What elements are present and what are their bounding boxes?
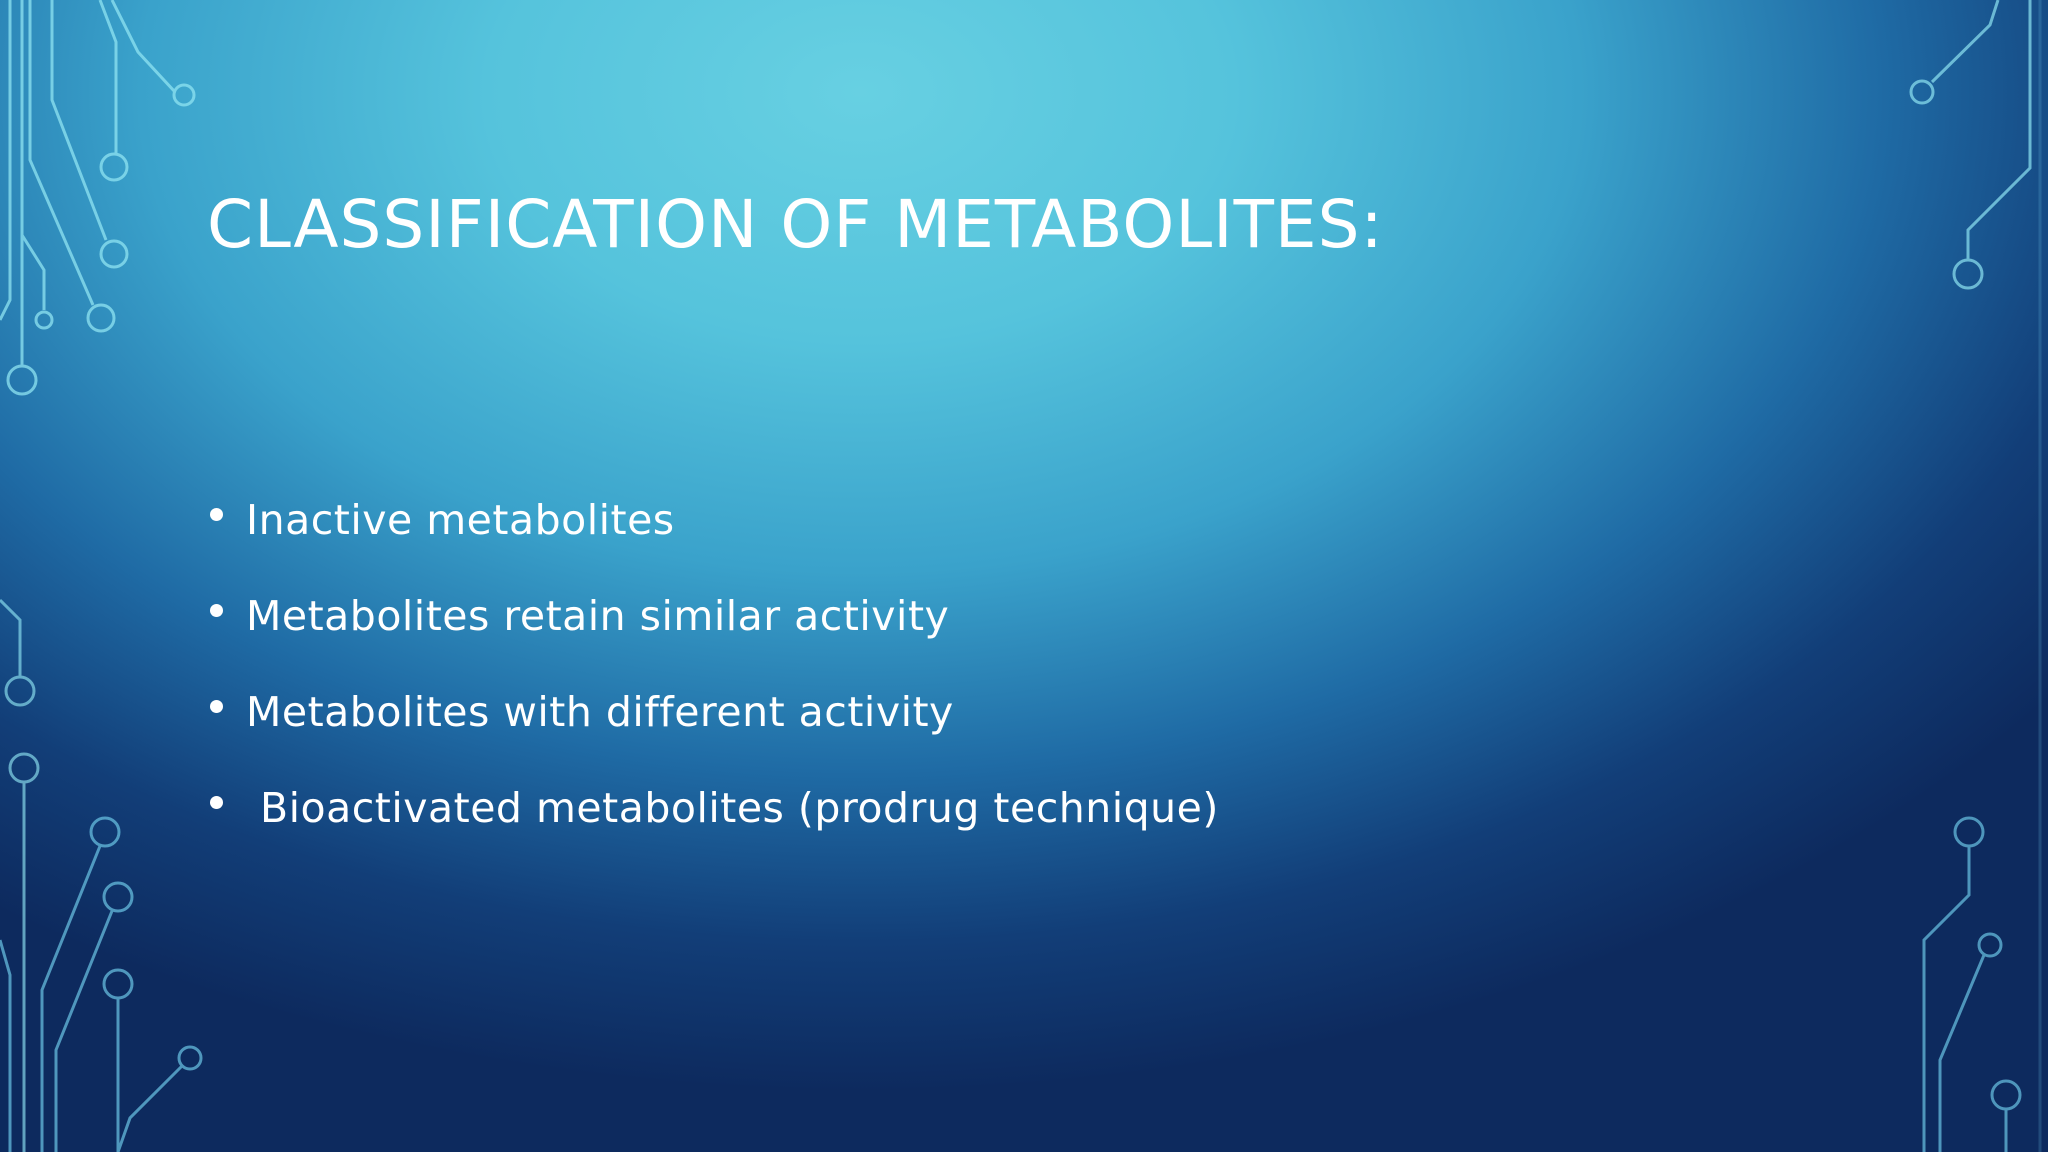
slide-title: CLASSIFICATION OF METABOLITES: [207,186,1384,263]
bullet-dot-icon [210,700,223,713]
bullet-dot-icon [210,796,223,809]
bullet-text: Metabolites with different activity [246,688,954,736]
bullet-text: Bioactivated metabolites (prodrug technique) [260,784,1219,832]
bullet-text: Inactive metabolites [246,496,675,544]
bullet-text: Metabolites retain similar activity [246,592,950,640]
bullet-dot-icon [210,508,223,521]
bullet-dot-icon [210,604,223,617]
